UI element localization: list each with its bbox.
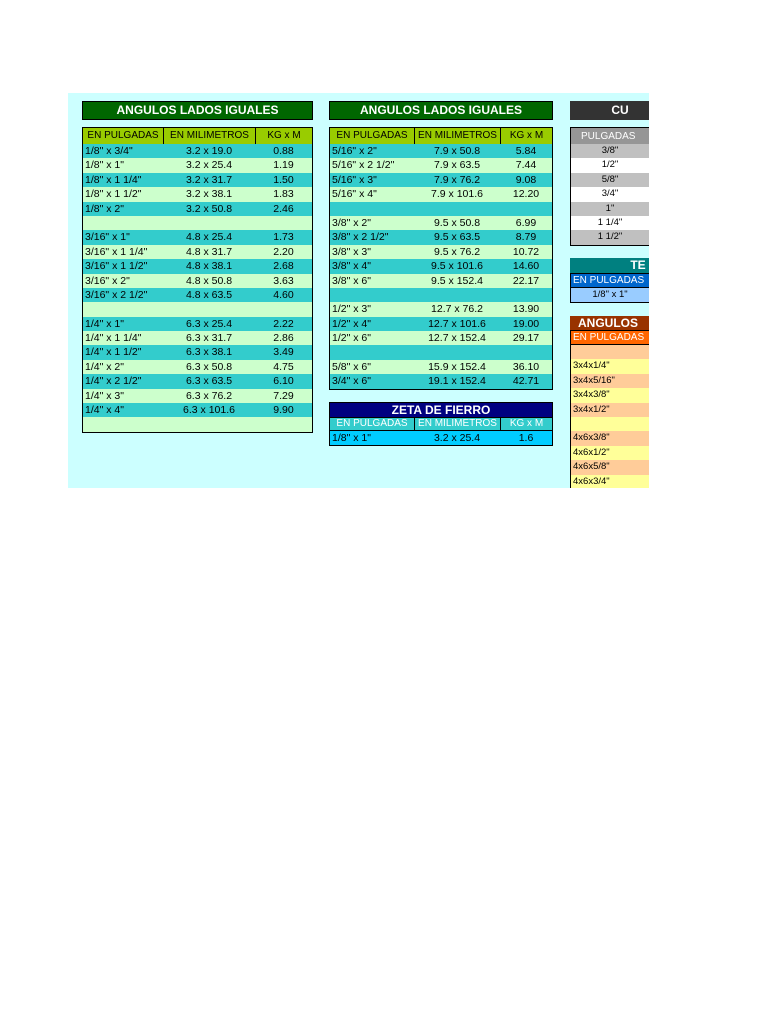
- cell-millimeters: 3.2 x 19.0: [185, 145, 233, 157]
- cell-kg-per-m: 1.6: [518, 432, 534, 444]
- table-row: [330, 245, 552, 259]
- cell-millimeters: 6.3 x 76.2: [185, 389, 233, 402]
- table-row: [83, 374, 312, 388]
- cell-millimeters: 7.9 x 101.6: [431, 188, 483, 201]
- table4-title: TE: [570, 258, 649, 273]
- cell-kg-per-m: 0.88: [273, 145, 294, 157]
- table-row: [83, 173, 312, 187]
- list-item: 4x6x3/8": [571, 431, 649, 445]
- table2-header-kg: KG x M: [500, 128, 552, 144]
- cell-inches: 5/16" x 2 1/2": [332, 159, 395, 172]
- cell-kg-per-m: 22.17: [512, 274, 540, 287]
- cell-inches: 1/8" x 1 1/2": [85, 188, 142, 201]
- spreadsheet-area: [68, 93, 649, 488]
- cell-kg-per-m: [255, 302, 312, 316]
- zeta-header-mm: EN MILIMETROS: [414, 418, 500, 430]
- cell-inches: [83, 417, 163, 431]
- cell-inches: 3/8" x 2": [332, 216, 371, 229]
- table-row: [330, 288, 552, 302]
- list-item: 4x6x3/4": [571, 475, 649, 488]
- table1-header-kg: KG x M: [255, 128, 312, 144]
- table-row: [83, 389, 312, 403]
- cell-kg-per-m: [500, 345, 552, 359]
- cell-millimeters: 3.2 x 31.7: [185, 173, 233, 186]
- cell-kg-per-m: 42.71: [512, 375, 540, 388]
- cell-millimeters: 9.5 x 101.6: [431, 260, 483, 273]
- table-row: [330, 259, 552, 273]
- cell-millimeters: 4.8 x 25.4: [185, 231, 233, 244]
- table-row: [83, 230, 312, 244]
- cell-kg-per-m: 2.20: [273, 245, 294, 258]
- cell-kg-per-m: 12.20: [512, 188, 540, 201]
- cell-inches: [330, 345, 414, 359]
- list-item: 1/2": [571, 158, 649, 172]
- table5-body: [570, 345, 649, 488]
- cell-kg-per-m: [500, 202, 552, 216]
- cell-millimeters: 3.2 x 50.8: [185, 202, 233, 215]
- cell-kg-per-m: 1.50: [273, 173, 294, 186]
- cell-inches: 1/8" x 3/4": [85, 145, 133, 157]
- table-row: [330, 173, 552, 187]
- cell-kg-per-m: [255, 417, 312, 431]
- cell-inches: 3/16" x 2": [85, 274, 130, 287]
- zeta-header-kg: KG x M: [500, 418, 552, 430]
- cell-millimeters: 7.9 x 63.5: [433, 159, 481, 172]
- table-row: [330, 431, 552, 445]
- cell-inches: 5/8" x 6": [332, 360, 371, 373]
- cell-millimeters: 9.5 x 63.5: [433, 231, 481, 244]
- cell-millimeters: 12.7 x 152.4: [428, 332, 486, 345]
- cell-inches: 1/8" x 1": [85, 159, 124, 172]
- cell-millimeters: 6.3 x 31.7: [185, 332, 233, 345]
- cell-kg-per-m: 19.00: [512, 317, 540, 330]
- cell-kg-per-m: 8.79: [515, 231, 537, 244]
- table-row: [330, 360, 552, 374]
- table-row: [330, 158, 552, 172]
- table-row: [83, 202, 312, 216]
- cell-millimeters: 4.8 x 38.1: [185, 260, 233, 273]
- list-item: 3x4x1/4": [571, 359, 649, 373]
- cell-inches: [330, 202, 414, 216]
- table-row: [330, 331, 552, 345]
- table-row: [83, 216, 312, 230]
- cell-kg-per-m: 2.68: [273, 260, 294, 273]
- cell-kg-per-m: 9.90: [273, 404, 294, 417]
- cell-inches: 1/4" x 2": [85, 360, 124, 373]
- table2-header: [329, 127, 553, 145]
- list-item: 3x4x1/2": [571, 403, 649, 417]
- table-row: [83, 288, 312, 302]
- cell-inches: 3/16" x 1 1/4": [85, 245, 148, 258]
- zeta-body: [329, 431, 553, 446]
- cell-inches: 1/2" x 4": [332, 317, 371, 330]
- table-row: [330, 230, 552, 244]
- list-item: [571, 417, 649, 431]
- list-item: 1/8" x 1": [571, 288, 649, 302]
- table-row: [83, 403, 312, 417]
- list-item: [571, 345, 649, 359]
- table4-header: EN PULGADAS: [570, 273, 649, 288]
- table-row: [330, 187, 552, 201]
- cell-millimeters: 4.8 x 50.8: [185, 274, 233, 287]
- cell-inches: 3/16" x 1": [85, 231, 130, 244]
- table1-title: ANGULOS LADOS IGUALES: [82, 101, 313, 120]
- cell-inches: 3/8" x 3": [332, 245, 371, 258]
- cell-kg-per-m: 2.22: [273, 317, 294, 330]
- cell-millimeters: 9.5 x 152.4: [431, 274, 483, 287]
- cell-millimeters: [163, 417, 255, 431]
- cell-inches: 3/4" x 6": [332, 375, 371, 388]
- cell-inches: 1/8" x 2": [85, 202, 124, 215]
- table1-header-inches: EN PULGADAS: [87, 130, 159, 141]
- list-item: 4x6x5/8": [571, 460, 649, 474]
- cell-kg-per-m: 4.75: [273, 360, 294, 373]
- cell-millimeters: 15.9 x 152.4: [428, 360, 486, 373]
- table1-header-mm: EN MILIMETROS: [163, 128, 255, 144]
- cell-millimeters: 3.2 x 25.4: [185, 159, 233, 172]
- list-item: 1 1/2": [571, 230, 649, 244]
- list-item: 1": [571, 202, 649, 216]
- cell-inches: 3/16" x 1 1/2": [85, 260, 148, 273]
- table2-body: [329, 144, 553, 390]
- cell-inches: [83, 216, 163, 230]
- table2-header-mm: EN MILIMETROS: [414, 128, 500, 144]
- table4-body: [570, 288, 649, 303]
- zeta-header-inches: EN PULGADAS: [336, 418, 408, 429]
- cell-inches: 1/4" x 2 1/2": [85, 375, 142, 388]
- cell-inches: 1/4" x 3": [85, 389, 124, 402]
- cell-millimeters: 6.3 x 101.6: [183, 404, 235, 417]
- cell-millimeters: 9.5 x 76.2: [433, 245, 481, 258]
- table-row: [330, 345, 552, 359]
- cell-inches: [83, 302, 163, 316]
- cell-millimeters: 12.7 x 101.6: [428, 317, 486, 330]
- cell-inches: 1/4" x 4": [85, 404, 124, 417]
- table-row: [330, 302, 552, 316]
- cell-millimeters: 12.7 x 76.2: [431, 303, 483, 316]
- table3-header: PULGADAS: [570, 127, 649, 145]
- cell-millimeters: [414, 202, 500, 216]
- table3-title: CU: [570, 101, 649, 120]
- cell-kg-per-m: 6.99: [515, 216, 537, 229]
- cell-millimeters: [414, 288, 500, 302]
- table5-title: ANGULOS: [570, 316, 649, 331]
- list-item: 3/4": [571, 187, 649, 201]
- cell-kg-per-m: 7.44: [515, 159, 537, 172]
- cell-kg-per-m: 14.60: [512, 260, 540, 273]
- cell-millimeters: 7.9 x 76.2: [433, 173, 481, 186]
- cell-kg-per-m: 2.86: [273, 332, 294, 345]
- cell-kg-per-m: 4.60: [273, 288, 294, 301]
- table2-header-inches: EN PULGADAS: [336, 130, 408, 141]
- cell-kg-per-m: 9.08: [515, 173, 537, 186]
- cell-inches: 1/4" x 1 1/2": [85, 346, 142, 359]
- cell-inches: 1/2" x 6": [332, 332, 371, 345]
- cell-kg-per-m: 6.10: [273, 375, 294, 388]
- list-item: 5/8": [571, 173, 649, 187]
- table-row: [83, 345, 312, 359]
- table-row: [330, 216, 552, 230]
- cell-inches: 1/8" x 1": [332, 432, 371, 444]
- list-item: 1 1/4": [571, 216, 649, 230]
- table-row: [83, 158, 312, 172]
- cell-millimeters: 19.1 x 152.4: [428, 375, 486, 388]
- table5-header: EN PULGADAS: [570, 330, 649, 345]
- cell-kg-per-m: 1.19: [273, 159, 294, 172]
- list-item: 4x6x1/2": [571, 446, 649, 460]
- table1-body: [82, 144, 313, 433]
- table3-body: [570, 144, 649, 246]
- cell-kg-per-m: 36.10: [512, 360, 540, 373]
- cell-inches: 3/8" x 2 1/2": [332, 231, 389, 244]
- cell-millimeters: 6.3 x 63.5: [185, 375, 233, 388]
- cell-millimeters: [163, 216, 255, 230]
- cell-kg-per-m: 5.84: [515, 145, 537, 157]
- cell-inches: 1/2" x 3": [332, 303, 371, 316]
- table-row: [83, 144, 312, 158]
- cell-inches: 5/16" x 4": [332, 188, 377, 201]
- table2-title: ANGULOS LADOS IGUALES: [329, 101, 553, 120]
- table-row: [83, 245, 312, 259]
- cell-millimeters: 7.9 x 50.8: [433, 145, 481, 157]
- cell-millimeters: 4.8 x 63.5: [185, 288, 233, 301]
- cell-kg-per-m: 29.17: [512, 332, 540, 345]
- table-row: [330, 144, 552, 158]
- cell-millimeters: 9.5 x 50.8: [433, 216, 481, 229]
- cell-kg-per-m: 10.72: [512, 245, 540, 258]
- cell-inches: 5/16" x 3": [332, 173, 377, 186]
- cell-millimeters: 6.3 x 38.1: [185, 346, 233, 359]
- cell-kg-per-m: 13.90: [512, 303, 540, 316]
- cell-millimeters: 6.3 x 50.8: [185, 360, 233, 373]
- table-row: [83, 417, 312, 431]
- table-row: [330, 317, 552, 331]
- table-row: [83, 302, 312, 316]
- list-item: 3x4x5/16": [571, 374, 649, 388]
- zeta-title: ZETA DE FIERRO: [329, 402, 553, 418]
- table-row: [330, 274, 552, 288]
- cell-millimeters: 3.2 x 38.1: [185, 188, 233, 201]
- cell-millimeters: [163, 302, 255, 316]
- cell-kg-per-m: 1.73: [273, 231, 294, 244]
- table-row: [83, 360, 312, 374]
- cell-inches: [330, 288, 414, 302]
- cell-kg-per-m: [255, 216, 312, 230]
- cell-inches: 1/4" x 1": [85, 317, 124, 330]
- cell-kg-per-m: 3.63: [273, 274, 294, 287]
- cell-inches: 3/8" x 4": [332, 260, 371, 273]
- cell-kg-per-m: 2.46: [273, 202, 294, 215]
- cell-kg-per-m: [500, 288, 552, 302]
- cell-millimeters: 4.8 x 31.7: [185, 245, 233, 258]
- cell-kg-per-m: 7.29: [273, 389, 294, 402]
- zeta-header: [329, 417, 553, 431]
- cell-inches: 5/16" x 2": [332, 145, 377, 157]
- table-row: [83, 317, 312, 331]
- table-row: [83, 259, 312, 273]
- cell-kg-per-m: 1.83: [273, 188, 294, 201]
- cell-millimeters: [414, 345, 500, 359]
- table-row: [83, 274, 312, 288]
- table-row: [330, 374, 552, 388]
- cell-inches: 1/4" x 1 1/4": [85, 332, 142, 345]
- list-item: 3x4x3/8": [571, 388, 649, 402]
- cell-kg-per-m: 3.49: [273, 346, 294, 359]
- cell-millimeters: 6.3 x 25.4: [185, 317, 233, 330]
- list-item: 3/8": [571, 144, 649, 158]
- cell-inches: 3/16" x 2 1/2": [85, 288, 148, 301]
- table-row: [330, 202, 552, 216]
- table1-header: [82, 127, 313, 145]
- cell-inches: 1/8" x 1 1/4": [85, 173, 142, 186]
- table-row: [83, 331, 312, 345]
- cell-inches: 3/8" x 6": [332, 274, 371, 287]
- table-row: [83, 187, 312, 201]
- cell-millimeters: 3.2 x 25.4: [433, 432, 481, 444]
